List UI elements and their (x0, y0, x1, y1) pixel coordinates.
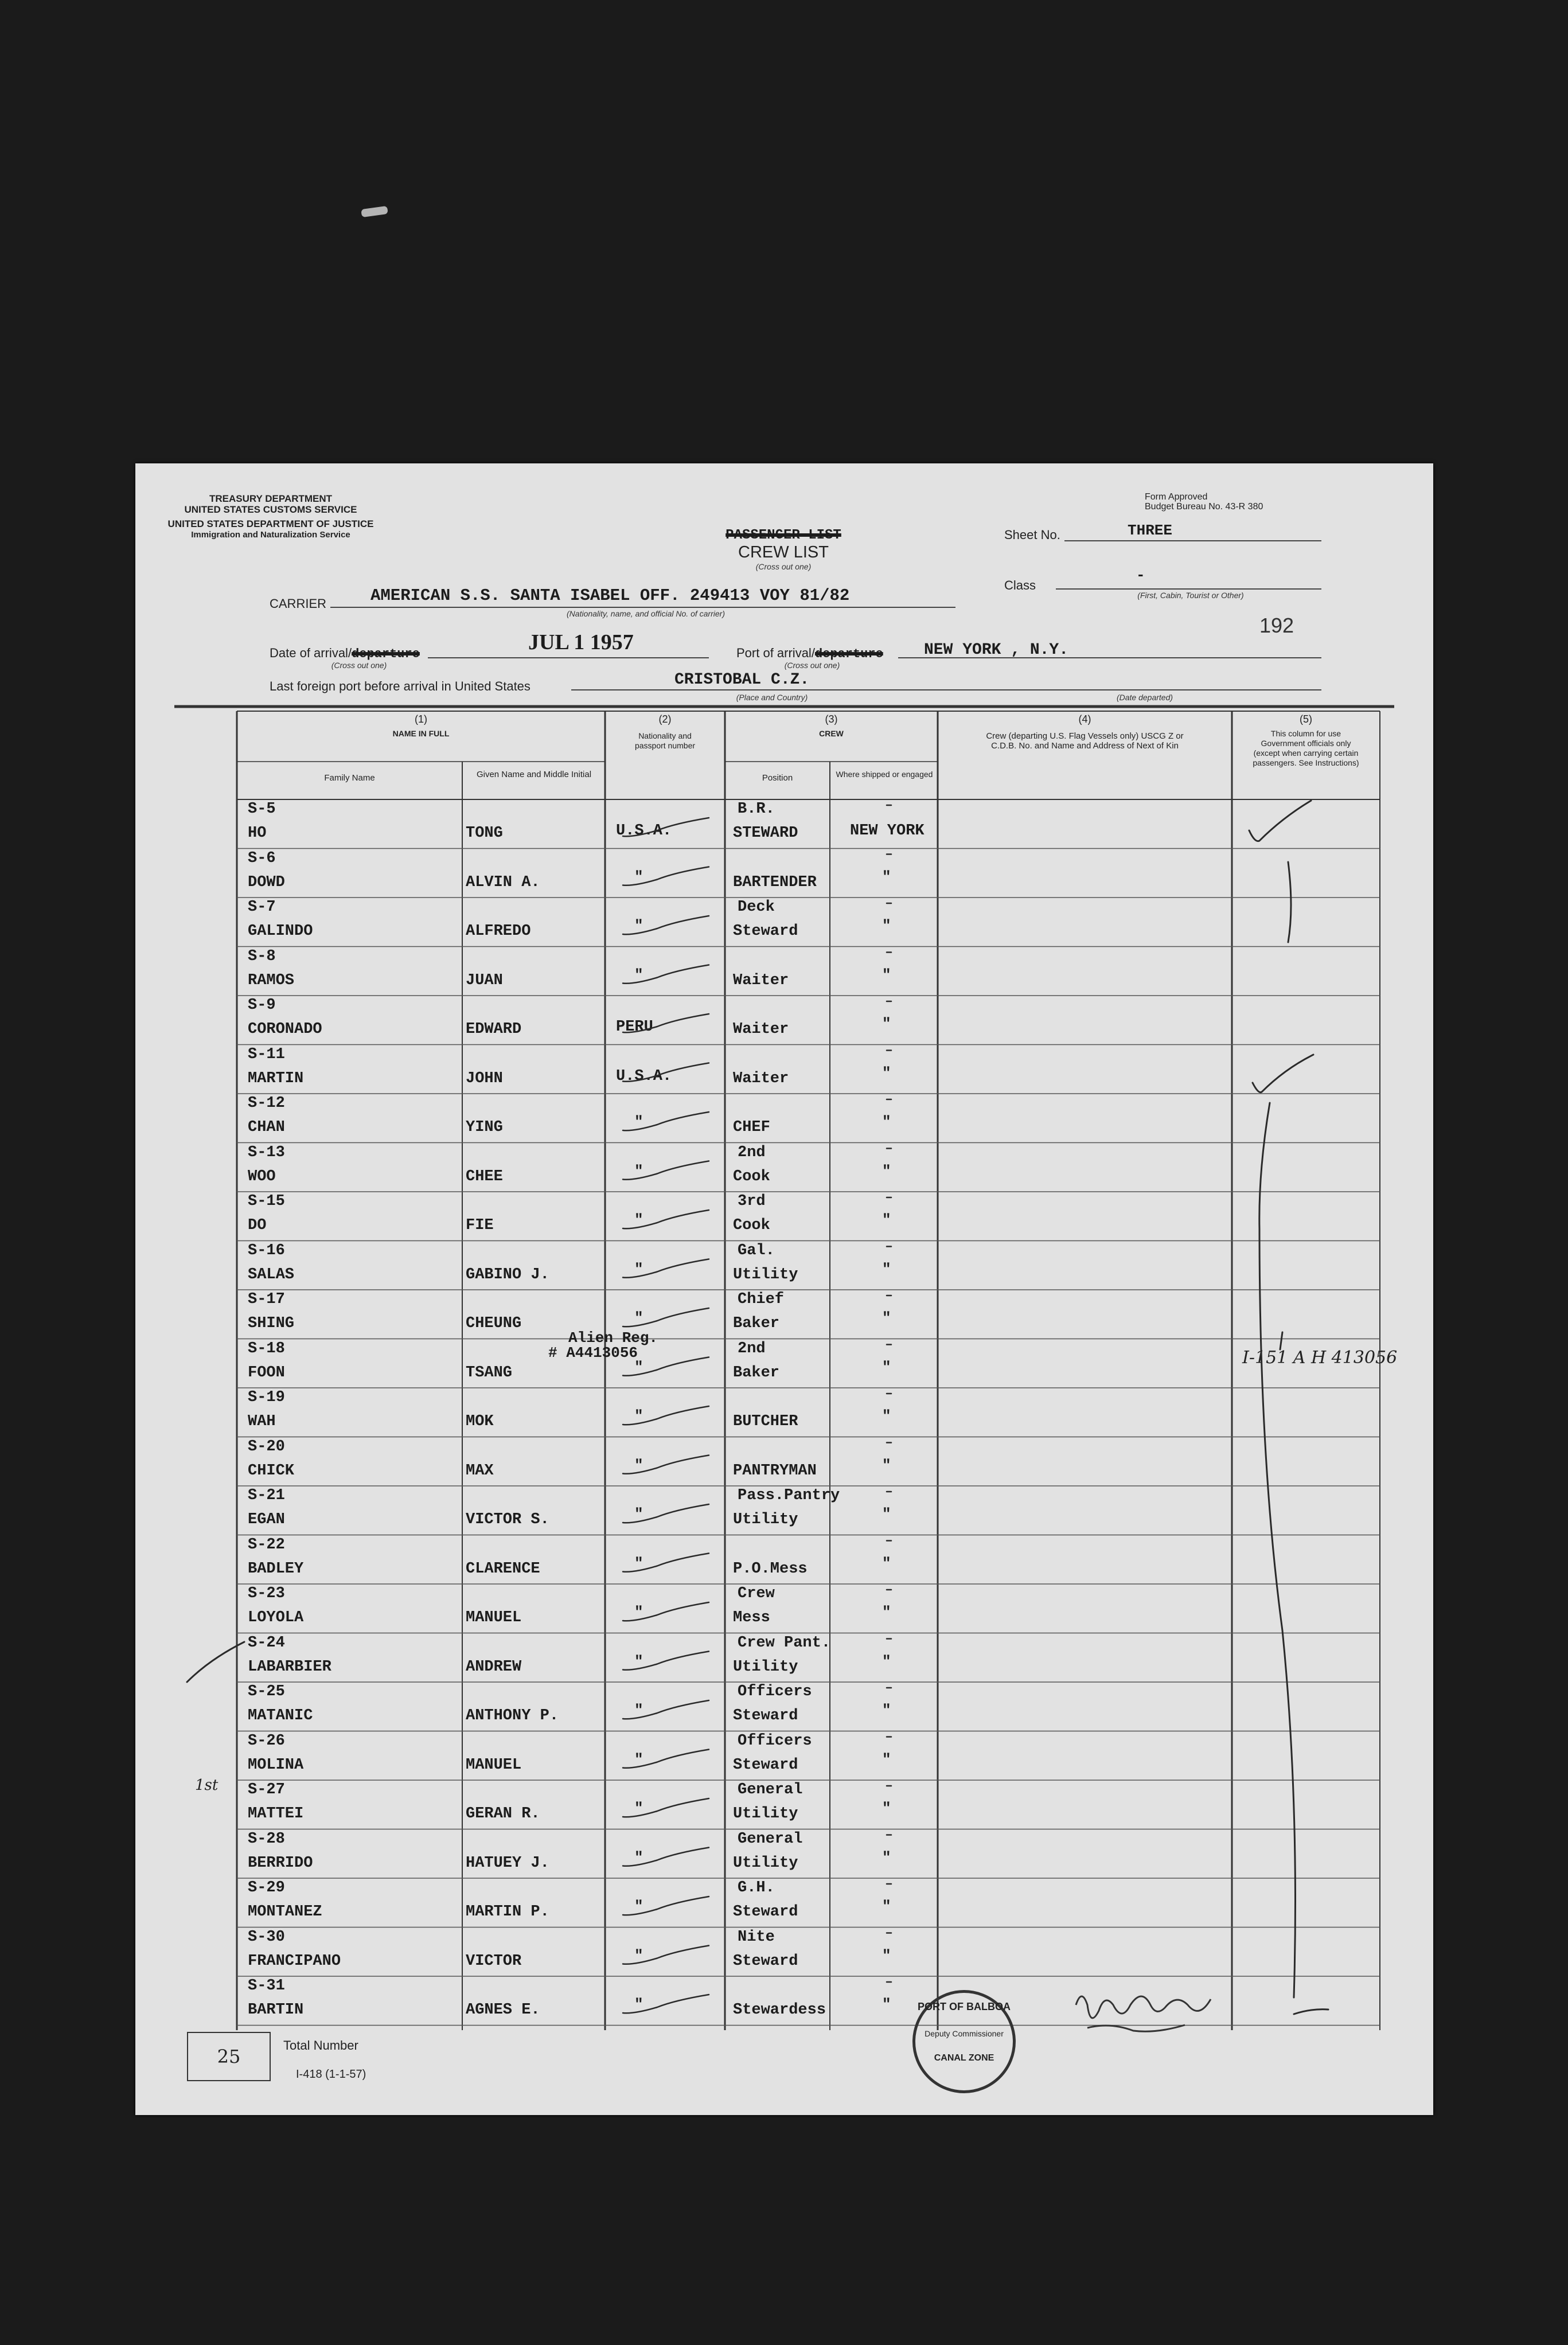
position-line-2: Stewardess (733, 2001, 826, 2019)
family-name: SALAS (248, 1266, 295, 1283)
table-row (135, 1976, 1433, 2026)
family-name: DOWD (248, 873, 285, 891)
given-name: GABINO J. (466, 1266, 549, 1283)
title-note: (Cross out one) (755, 562, 812, 571)
position-line-2: Utility (733, 1266, 798, 1283)
where-shipped: " (882, 1358, 891, 1376)
given-name: JOHN (466, 1070, 503, 1087)
first-note: 1st (195, 1777, 219, 1794)
i151-note: I-151 A H 413056 (1242, 1348, 1398, 1368)
carrier-note: (Nationality, name, and official No. of carrier) (567, 609, 725, 618)
family-name: GALINDO (248, 923, 313, 940)
place-note: (Place and Country) (736, 693, 808, 702)
position-line-2: Utility (733, 1511, 798, 1528)
table-row (135, 1633, 1433, 1683)
position-line-2: Utility (733, 1854, 798, 1872)
family-name: MATTEI (248, 1805, 304, 1823)
col1-header: (1) NAME IN FULL (392, 713, 450, 738)
row-number: S-17 (248, 1291, 285, 1308)
signature (1064, 1982, 1237, 2045)
nationality: " (634, 1702, 643, 1719)
where-shipped: " (882, 1750, 891, 1768)
row-number: S-7 (248, 899, 276, 916)
given-name: MARTIN P. (466, 1903, 549, 1921)
row-number: S-13 (248, 1144, 285, 1161)
given-name: EDWARD (466, 1021, 522, 1038)
position-line-2: Steward (733, 1756, 798, 1774)
table-row (135, 1437, 1433, 1486)
family-name: BARTIN (248, 2001, 304, 2019)
nationality: " (634, 1946, 643, 1964)
date-label: Date of arrival/departure (270, 646, 420, 661)
position-line-2: Waiter (733, 971, 789, 989)
col4-header: (4) Crew (departing U.S. Flag Vessels only) USCG Z or C.D.B. No. and Name and Address of Next of Kin (986, 713, 1184, 751)
position-line-1: Crew (738, 1585, 775, 1602)
table-row (135, 1339, 1433, 1388)
table-row (135, 1927, 1433, 1977)
where-shipped: " (882, 1260, 891, 1278)
row-number: S-28 (248, 1830, 285, 1848)
where-shipped: " (882, 1113, 891, 1130)
position-line-1: General (738, 1830, 803, 1848)
date-departed-note: (Date departed) (1116, 693, 1173, 702)
where-shipped-header: Where shipped or engaged (836, 770, 933, 779)
position-line-2: Steward (733, 923, 798, 940)
row-number: S-11 (248, 1045, 285, 1063)
table-row (135, 1780, 1433, 1829)
table-row (135, 1829, 1433, 1879)
col2-header: (2) Nationality and passport number (634, 713, 696, 750)
position-line-1: 2nd (738, 1144, 766, 1161)
nationality: " (634, 1456, 643, 1474)
family-name: DO (248, 1217, 267, 1234)
last-port-label: Last foreign port before arrival in United States (270, 679, 531, 693)
where-shipped: " (882, 917, 891, 934)
family-name: BERRIDO (248, 1854, 313, 1872)
nationality: " (634, 1800, 643, 1817)
nationality: " (634, 1113, 643, 1130)
nationality: PERU (616, 1019, 653, 1036)
row-number: S-9 (248, 997, 276, 1014)
family-name: LOYOLA (248, 1609, 304, 1626)
where-shipped: " (882, 1407, 891, 1425)
table-row (135, 1143, 1433, 1192)
given-name: CLARENCE (466, 1560, 540, 1578)
family-name: CHICK (248, 1462, 295, 1480)
where-shipped: " (882, 1652, 891, 1670)
budget-number: Budget Bureau No. 43-R 380 (1145, 502, 1263, 512)
given-name: TONG (466, 825, 503, 842)
table-row (135, 849, 1433, 898)
position-line-2: Waiter (733, 1070, 789, 1087)
where-shipped: " (882, 1603, 891, 1621)
film-speck (361, 206, 388, 217)
given-name: VICTOR (466, 1952, 522, 1970)
row-number: S-15 (248, 1193, 285, 1210)
date-struck: departure (352, 647, 420, 661)
position-line-1: 3rd (738, 1193, 766, 1210)
where-shipped: " (882, 1800, 891, 1817)
position-line-1: Nite (738, 1928, 775, 1946)
position-line-2: Baker (733, 1364, 780, 1382)
row-number: S-24 (248, 1634, 285, 1652)
family-name: CHAN (248, 1119, 285, 1136)
where-shipped: " (882, 1946, 891, 1964)
table-row (135, 1388, 1433, 1437)
position-line-2: Utility (733, 1658, 798, 1676)
given-name: YING (466, 1119, 503, 1136)
position-line-1: Deck (738, 899, 775, 916)
nationality: " (634, 1162, 643, 1180)
where-shipped: " (882, 868, 891, 885)
row-number: S-12 (248, 1095, 285, 1112)
where-shipped: " (882, 1015, 891, 1032)
nationality: " (634, 966, 643, 984)
port-label: Port of arrival/departure (736, 646, 883, 661)
given-name: MANUEL (466, 1609, 522, 1626)
row-number: S-18 (248, 1340, 285, 1357)
nationality: " (634, 1848, 643, 1866)
given-name: MOK (466, 1413, 494, 1430)
given-name: ANTHONY P. (466, 1707, 559, 1724)
position-line-1: Pass.Pantry (738, 1487, 840, 1504)
nationality: " (634, 1309, 643, 1326)
nationality: " (634, 1750, 643, 1768)
position-line-2: Utility (733, 1805, 798, 1823)
form-number: I-418 (1-1-57) (296, 2068, 366, 2081)
port-cross-note: (Cross out one) (784, 661, 840, 670)
position-line-2: Cook (733, 1168, 770, 1185)
agency-line-1: TREASURY DEPARTMENT (209, 493, 333, 504)
table-row (135, 1535, 1433, 1585)
total-number-box: 25 (187, 2032, 271, 2081)
nationality: " (634, 917, 643, 934)
arrival-date: JUL 1 1957 (528, 630, 634, 654)
given-name: JUAN (466, 971, 503, 989)
given-name: TSANG (466, 1364, 513, 1382)
where-shipped: " (882, 1456, 891, 1474)
where-shipped: " (882, 1702, 891, 1719)
position-line-2: PANTRYMAN (733, 1462, 817, 1480)
nationality: " (634, 1898, 643, 1915)
family-name: EGAN (248, 1511, 285, 1528)
family-name: MONTANEZ (248, 1903, 322, 1921)
position-line-1: Chief (738, 1291, 785, 1308)
row-number: S-21 (248, 1487, 285, 1504)
position-line-2: P.O.Mess (733, 1560, 808, 1578)
row-number: S-23 (248, 1585, 285, 1602)
family-name: WOO (248, 1168, 276, 1185)
where-shipped: " (882, 1554, 891, 1572)
class-note: (First, Cabin, Tourist or Other) (1137, 591, 1244, 600)
where-shipped: NEW YORK (850, 822, 925, 840)
page-number: 192 (1259, 614, 1294, 637)
where-shipped: " (882, 1211, 891, 1228)
table-row (135, 1584, 1433, 1633)
position-line-2: Steward (733, 1952, 798, 1970)
agency-line-3: UNITED STATES DEPARTMENT OF JUSTICE (167, 518, 374, 529)
table-row (135, 1878, 1433, 1927)
row-number: S-25 (248, 1683, 285, 1700)
carrier-value: AMERICAN S.S. SANTA ISABEL OFF. 249413 VOY 81/82 (370, 586, 850, 605)
position-line-1: 2nd (738, 1340, 766, 1357)
row-number: S-6 (248, 849, 276, 867)
given-name: CHEUNG (466, 1315, 522, 1332)
row-number: S-29 (248, 1879, 285, 1897)
last-port-value: CRISTOBAL C.Z. (674, 671, 810, 689)
sheet-value: THREE (1128, 522, 1173, 539)
family-name: FOON (248, 1364, 285, 1382)
agency-line-2: UNITED STATES CUSTOMS SERVICE (184, 504, 357, 515)
row-number: S-20 (248, 1438, 285, 1456)
total-number-label: Total Number (283, 2038, 358, 2053)
where-shipped: " (882, 1898, 891, 1915)
family-name-header: Family Name (324, 773, 375, 783)
row-number: S-31 (248, 1977, 285, 1995)
given-name: MAX (466, 1462, 494, 1480)
given-name: MANUEL (466, 1756, 522, 1774)
nationality: " (634, 1554, 643, 1572)
nationality: U.S.A. (616, 1067, 672, 1085)
family-name: FRANCIPANO (248, 1952, 341, 1970)
given-name: VICTOR S. (466, 1511, 549, 1528)
nationality: " (634, 1211, 643, 1228)
where-shipped: " (882, 1064, 891, 1082)
position-line-2: Baker (733, 1315, 780, 1332)
given-name: AGNES E. (466, 2001, 540, 2019)
row-number: S-8 (248, 947, 276, 965)
family-name: MOLINA (248, 1756, 304, 1774)
carrier-label: CARRIER (270, 596, 327, 611)
where-shipped: " (882, 1505, 891, 1523)
row-number: S-26 (248, 1732, 285, 1750)
row-number: S-22 (248, 1536, 285, 1554)
class-value: - (1136, 567, 1145, 584)
position-line-1: G.H. (738, 1879, 775, 1897)
family-name: WAH (248, 1413, 276, 1430)
where-shipped: " (882, 1162, 891, 1180)
position-line-1: Gal. (738, 1242, 775, 1259)
alien-registration: Alien Reg. # A4413056 (548, 1329, 658, 1361)
position-line-1: B.R. (738, 801, 775, 818)
given-name: FIE (466, 1217, 494, 1234)
family-name: BADLEY (248, 1560, 304, 1578)
family-name: MATANIC (248, 1707, 313, 1724)
date-cross-note: (Cross out one) (331, 661, 387, 670)
position-line-2: CHEF (733, 1119, 770, 1136)
nationality: " (634, 1358, 643, 1376)
row-number: S-16 (248, 1242, 285, 1259)
table-row (135, 1682, 1433, 1731)
position-line-1: Crew Pant. (738, 1634, 831, 1652)
table-row (135, 1486, 1433, 1535)
form-approved-label: Form Approved (1145, 492, 1208, 502)
family-name: RAMOS (248, 971, 295, 989)
nationality: " (634, 1505, 643, 1523)
sheet-label: Sheet No. (1004, 528, 1060, 542)
given-name: ALFREDO (466, 923, 531, 940)
row-number: S-19 (248, 1389, 285, 1406)
given-name: GERAN R. (466, 1805, 540, 1823)
family-name: CORONADO (248, 1021, 322, 1038)
table-row (135, 1094, 1433, 1143)
position-line-1: Officers (738, 1683, 812, 1700)
position-line-1: General (738, 1781, 803, 1798)
nationality: U.S.A. (616, 822, 672, 840)
where-shipped: " (882, 1309, 891, 1326)
position-line-2: Steward (733, 1707, 798, 1724)
given-name: ALVIN A. (466, 873, 540, 891)
table-row (135, 947, 1433, 996)
table-row (135, 1241, 1433, 1290)
position-line-2: BARTENDER (733, 873, 817, 891)
page-title: CREW LIST (738, 543, 829, 561)
row-number: S-5 (248, 801, 276, 818)
family-name: HO (248, 825, 267, 842)
nationality: " (634, 1260, 643, 1278)
given-name: CHEE (466, 1168, 503, 1185)
position-line-2: Cook (733, 1217, 770, 1234)
where-shipped: " (882, 1848, 891, 1866)
position-line-2: BUTCHER (733, 1413, 798, 1430)
row-number: S-27 (248, 1781, 285, 1798)
table-row (135, 1192, 1433, 1241)
table-row (135, 799, 1433, 849)
where-shipped: " (882, 1996, 891, 2013)
table-row (135, 1731, 1433, 1781)
nationality: " (634, 1996, 643, 2013)
family-name: SHING (248, 1315, 295, 1332)
struck-title: PASSENGER LIST (726, 528, 841, 543)
col5-header: (5) This column for use Government officials only (except when carrying certain passengers. See Instructions) (1253, 713, 1359, 767)
family-name: MARTIN (248, 1070, 304, 1087)
table-row (135, 996, 1433, 1045)
position-line-2: STEWARD (733, 825, 798, 842)
table-row (135, 1290, 1433, 1339)
given-name: HATUEY J. (466, 1854, 549, 1872)
nationality: " (634, 868, 643, 885)
row-number: S-30 (248, 1928, 285, 1946)
agency-line-4: Immigration and Naturalization Service (191, 530, 350, 540)
where-shipped: " (882, 966, 891, 984)
port-of-balboa-stamp: PORT OF BALBOA Deputy Commissioner CANAL ZONE (912, 1990, 1016, 2093)
position-line-2: Mess (733, 1609, 770, 1626)
position-line-1: Officers (738, 1732, 812, 1750)
class-label: Class (1004, 578, 1036, 592)
nationality: " (634, 1603, 643, 1621)
crew-list-document (135, 463, 1433, 2115)
nationality: " (634, 1407, 643, 1425)
position-line-2: Steward (733, 1903, 798, 1921)
table-row (135, 898, 1433, 947)
col3-header: (3) CREW (819, 713, 844, 738)
port-struck: departure (814, 647, 883, 661)
family-name: LABARBIER (248, 1658, 331, 1676)
table-row (135, 1045, 1433, 1094)
nationality: " (634, 1652, 643, 1670)
position-header: Position (762, 773, 793, 783)
given-name-header: Given Name and Middle Initial (476, 770, 592, 779)
given-name: ANDREW (466, 1658, 522, 1676)
position-line-2: Waiter (733, 1021, 789, 1038)
port-value: NEW YORK , N.Y. (924, 641, 1069, 659)
